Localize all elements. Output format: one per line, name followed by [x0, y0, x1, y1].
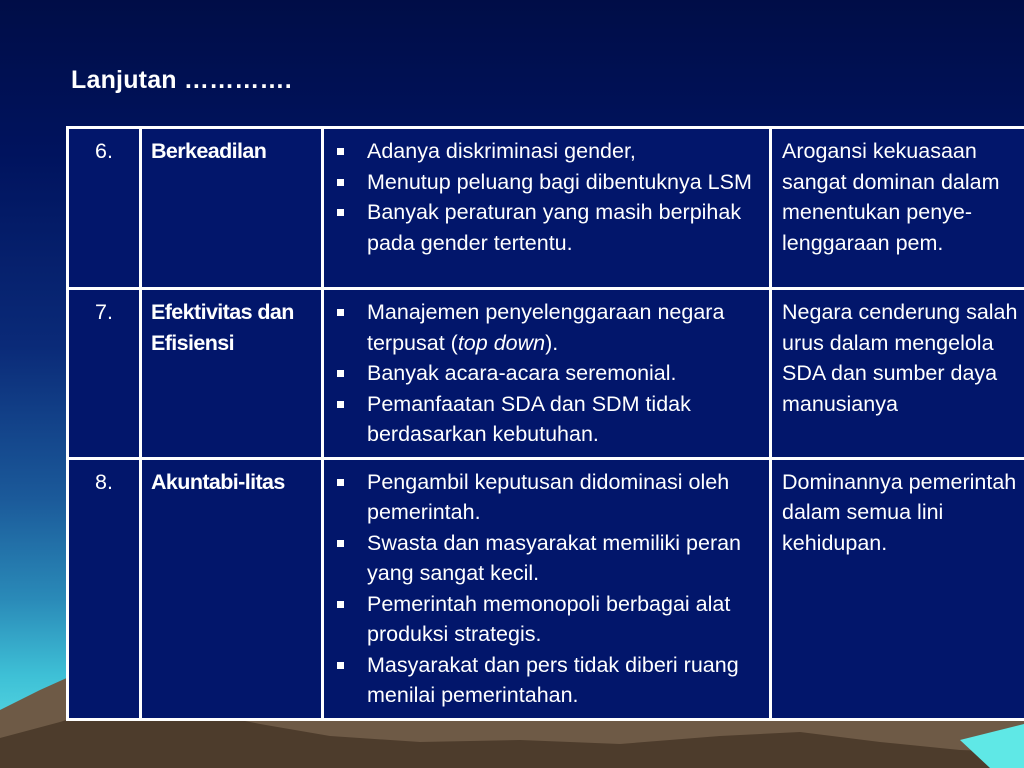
list-item	[334, 528, 763, 589]
problem-text: Banyak acara-acara seremonial.	[367, 361, 677, 385]
square-bullet-icon	[337, 179, 344, 186]
problem-text: Masyarakat dan pers tidak diberi ruang menilai pemerintahan.	[367, 652, 739, 707]
problem-text: Banyak peraturan yang masih berpihak pada gender tertentu.	[367, 200, 742, 255]
table-row	[68, 289, 1024, 459]
problem-text: Pengambil keputusan didominasi oleh pemerintah.	[367, 469, 730, 524]
aspect-cell: Efektivitas dan Efisiensi	[141, 289, 323, 459]
square-bullet-icon	[337, 209, 344, 216]
list-item	[334, 589, 763, 650]
problem-text: Adanya diskriminasi gender,	[367, 139, 636, 163]
impact-cell: Negara cenderung salah urus dalam mengelola SDA dan sumber daya manusianya	[771, 289, 1024, 459]
square-bullet-icon	[337, 370, 344, 377]
impact-cell: Arogansi kekuasaan sangat dominan dalam menentukan penye-lenggaraan pem.	[771, 128, 1024, 289]
problem-list-cell	[323, 289, 771, 459]
square-bullet-icon	[337, 601, 344, 608]
row-number: 8.	[68, 458, 141, 719]
list-item	[334, 167, 763, 198]
problem-text: Manajemen penyelenggaraan negara terpusat (	[367, 300, 725, 355]
list-item	[334, 467, 763, 528]
row-number: 6.	[68, 128, 141, 289]
list-item	[334, 197, 763, 258]
table-row	[68, 458, 1024, 719]
problem-list	[334, 136, 763, 258]
governance-table	[66, 126, 1024, 721]
square-bullet-icon	[337, 148, 344, 155]
square-bullet-icon	[337, 479, 344, 486]
impact-cell: Dominannya pemerintah dalam semua lini kehidupan.	[771, 458, 1024, 719]
list-item	[334, 297, 763, 358]
problem-text: Menutup peluang bagi dibentuknya LSM	[367, 169, 752, 194]
problem-list	[334, 467, 763, 711]
problem-text: Pemerintah memonopoli berbagai alat produksi strategis.	[367, 591, 731, 646]
problem-text: Pemanfaatan SDA dan SDM tidak berdasarkan kebutuhan.	[367, 391, 691, 446]
list-item	[334, 358, 763, 389]
problem-text: Swasta dan masyarakat memiliki peran yang sangat kecil.	[367, 530, 742, 585]
problem-text-end: ).	[545, 330, 559, 355]
list-item	[334, 650, 763, 711]
slide-title: Lanjutan ………….	[71, 66, 292, 94]
square-bullet-icon	[337, 662, 344, 669]
problem-emphasis: top down	[457, 330, 546, 355]
list-item	[334, 389, 763, 450]
problem-list-cell	[323, 458, 771, 719]
row-number: 7.	[68, 289, 141, 459]
square-bullet-icon	[337, 309, 344, 316]
square-bullet-icon	[337, 540, 344, 547]
square-bullet-icon	[337, 401, 344, 408]
aspect-cell: Akuntabi-litas	[141, 458, 323, 719]
table-row	[68, 128, 1024, 289]
problem-list-cell	[323, 128, 771, 289]
problem-list	[334, 297, 763, 450]
aspect-cell: Berkeadilan	[141, 128, 323, 289]
list-item	[334, 136, 763, 167]
